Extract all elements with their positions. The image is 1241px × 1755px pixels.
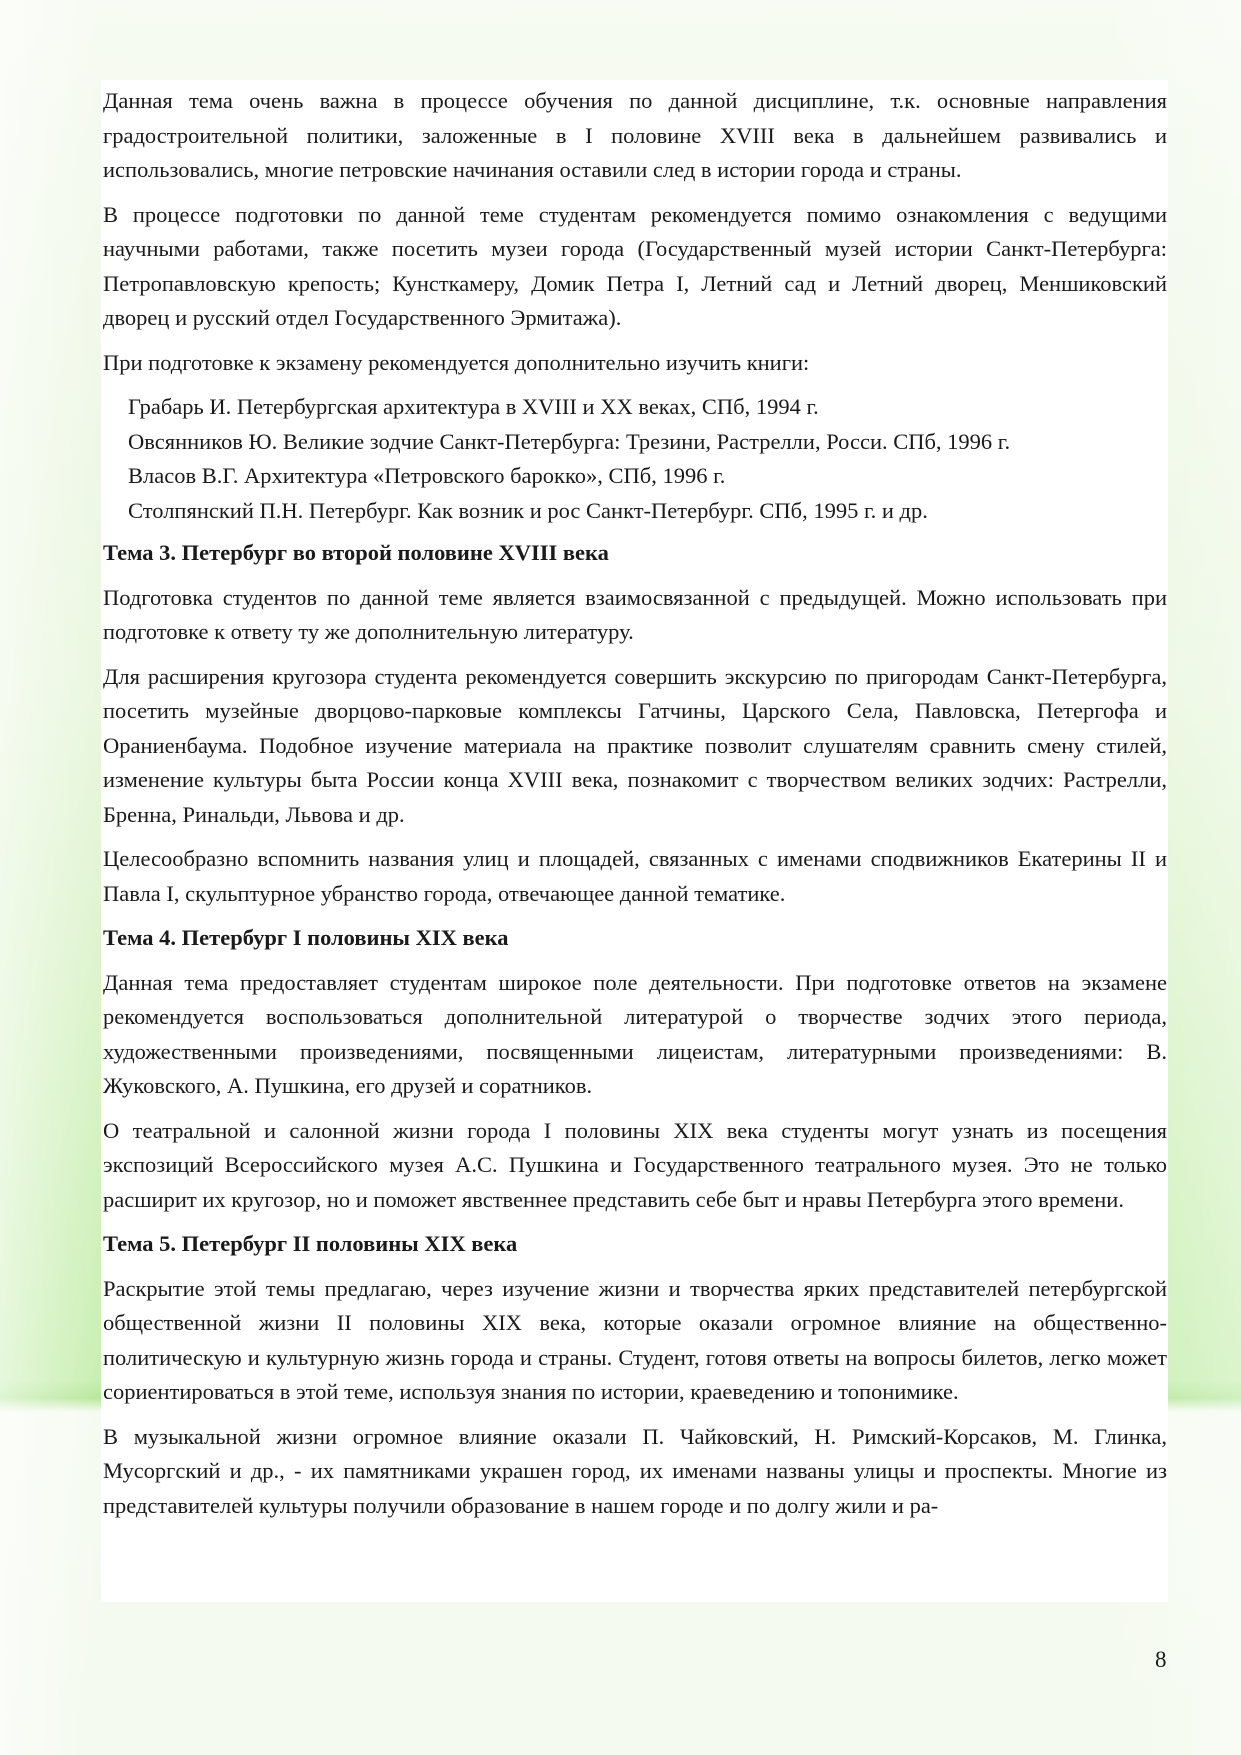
paragraph: Для расширения кругозора студента рекомендуется совершить экскурсию по пригородам Санкт-Петербурга, посетить музейные дворцово-парковые комплексы Гатчины, Царского Села, Павловска, Петергофа и Ораниенбаума. Подобное изучение материала на практике позволит слушателям сравнить смену стилей, изменение культуры быта России конца XVIII века, познакомит с творчеством великих зодчих: Растрелли, Бренна, Ринальди, Львова и др. [103,663,1167,827]
paragraph: Целесообразно вспомнить названия улиц и площадей, связанных с именами сподвижников Екатерины II и Павла I, скульптурное убранство города, отвечающее данной тематике. [103,846,1167,906]
paragraph: Данная тема предоставляет студентам широкое поле деятельности. При подготовке ответов на экзамене рекомендуется воспользоваться дополнительной литературой о творчестве зодчих этого периода, художественными произведениями, посвященными лицеистам, литературными произведениями: В. Жуковского, А. Пушкина, его друзей и соратников. [103,969,1167,1098]
paragraph: Раскрытие этой темы предлагаю, через изучение жизни и творчества ярких представителей петербургской общественной жизни II половины XIX века, которые оказали огромное влияние на общественно-политическую и культурную жизнь города и страны. Студент, готовя ответы на вопросы билетов, легко может сориентироваться в этой теме, используя знания по истории, краеведению и топонимике. [103,1275,1167,1404]
page-background-left [0,0,100,1755]
topic-heading: Тема 3. Петербург во второй половине XVIII века [103,540,609,565]
book-item: Овсянников Ю. Великие зодчие Санкт-Петербурга: Трезини, Растрелли, Росси. СПб, 1996 г. [128,428,1011,454]
paragraph: Подготовка студентов по данной теме является взаимосвязанной с предыдущей. Можно использовать при подготовке к ответу ту же дополнительную литературу. [103,584,1167,644]
paragraph: О театральной и салонной жизни города I половины XIX века студенты могут узнать из посещения экспозиций Всероссийского музея А.С. Пушкина и Государственного театрального музея. Это не только расширит их кругозор, но и поможет явственнее представить себе быт и нравы Петербурга этого времени. [103,1117,1167,1212]
topic-heading: Тема 4. Петербург I половины XIX века [103,925,509,950]
book-item: Грабарь И. Петербургская архитектура в XVIII и XX веках, СПб, 1994 г. [128,394,819,419]
book-list [103,390,1167,528]
page-number: 8 [1155,1647,1167,1672]
paragraph: В музыкальной жизни огромное влияние оказали П. Чайковский, Н. Римский-Корсаков, М. Глинка, Мусоргский и др., - их памятниками украшен город, их именами названы улицы и проспекты. Многие из представителей культуры получили образование в нашем городе и по долгу жили и ра- [103,1423,1167,1518]
book-item: Власов В.Г. Архитектура «Петровского барокко», СПб, 1996 г. [128,463,726,488]
paragraph: В процессе подготовки по данной теме студентам рекомендуется помимо ознакомления с ведущими научными работами, также посетить музеи города (Государственный музей истории Санкт-Петербурга: Петропавловскую крепость; Кунсткамеру, Домик Петра I, Летний сад и Летний дворец, Меншиковский дворец и русский отдел Государственного Эрмитажа). [103,201,1167,330]
topic-heading: Тема 5. Петербург II половины XIX века [103,1231,518,1256]
paragraph: При подготовке к экзамену рекомендуется дополнительно изучить книги: [103,349,810,375]
document-body [103,84,1167,1533]
book-item: Столпянский П.Н. Петербург. Как возник и рос Санкт-Петербург. СПб, 1995 г. и др. [128,497,928,523]
paragraph: Данная тема очень важна в процессе обучения по данной дисциплине, т.к. основные направления градостроительной политики, заложенные в I половине XVIII века в дальнейшем развивались и использовались, многие петровские начинания оставили след в истории города и страны. [103,88,1167,182]
